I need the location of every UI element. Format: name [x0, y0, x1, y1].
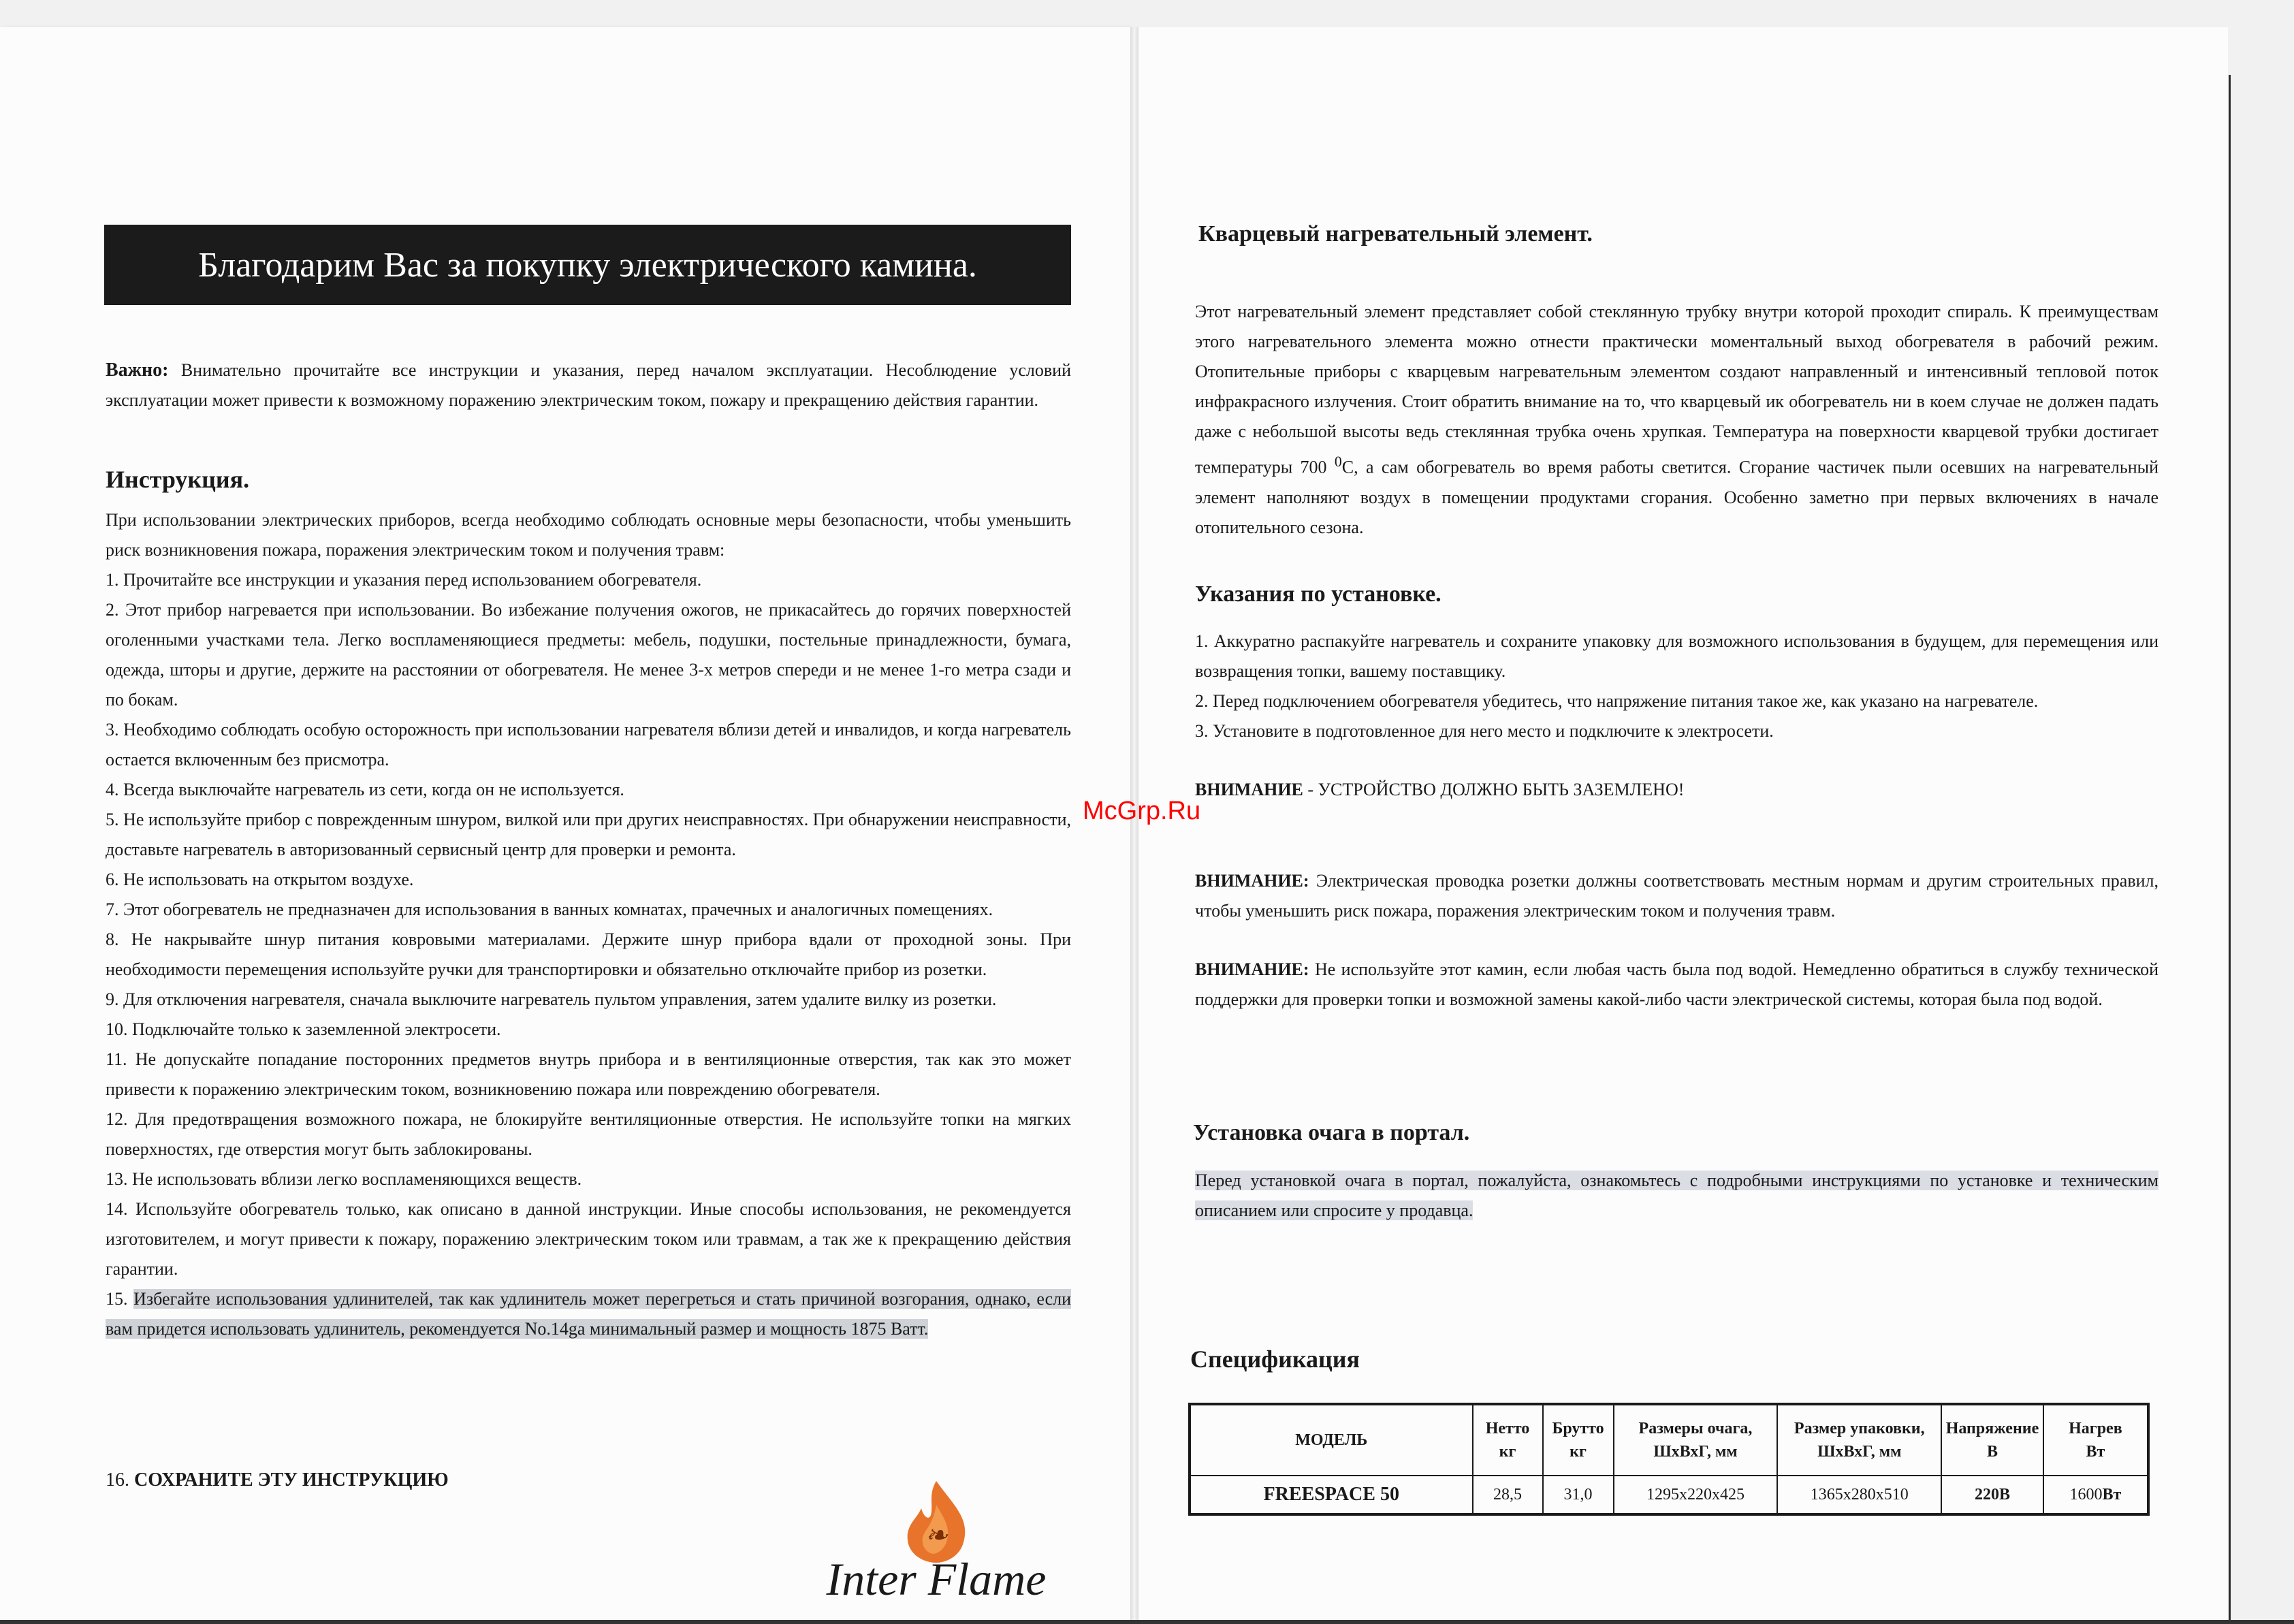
- col-model: МОДЕЛЬ: [1190, 1404, 1473, 1476]
- list-item: 9. Для отключения нагревателя, сначала выключите нагреватель пультом управления, затем удалите вилку из розетки.: [106, 989, 997, 1009]
- quartz-text: Этот нагревательный элемент представляет собой стеклянную трубку внутри которой проходит спираль. К преимуществам этого нагревательного элемента можно отнести практически моментальный выход обогревателя в рабочий режим. Отопительные приборы с кварцевым нагревательным элементом создают направленный и интенсивный тепловой поток инфракрасного излучения. Стоит обратить внимание на то, что кварцевый ик обогреватель ни в коем случае не должен падать даже с небольшой высоты ведь стеклянная трубка очень хрупкая.: [1195, 302, 2158, 441]
- cell-model: FREESPACE 50: [1190, 1476, 1473, 1514]
- install-heading: Указания по установке.: [1195, 582, 1441, 607]
- cell-heat: [2043, 1476, 2148, 1514]
- right-page: [1138, 27, 2228, 1624]
- quartz-temp-degree: 0: [1334, 453, 1342, 470]
- list-item: 8. Не накрывайте шнур питания ковровыми материалами. Держите шнур прибора вдали от проходной зоны. При необходимости перемещения используйте ручки для транспортировки и обязательно отключайте прибор из розетки.: [106, 929, 1071, 979]
- quartz-temp-post: С, а сам обогреватель во время работы светится. Сгорание частичек пыли осевших на нагревательный элемент наполняют воздух в помещении продуктами сгорания. Особенно заметно при первых включениях в начале отопительного сезона.: [1195, 457, 2158, 537]
- list-item: 2. Перед подключением обогревателя убедитесь, что напряжение питания такое же, как указано на нагревателе.: [1195, 691, 2039, 711]
- watermark: McGrp.Ru: [1083, 797, 1201, 825]
- warning-text: - УСТРОЙСТВО ДОЛЖНО БЫТЬ ЗАЗЕМЛЕНО!: [1307, 780, 1685, 799]
- portal-description: [1195, 1166, 2158, 1226]
- heat-value: 1600: [2069, 1485, 2103, 1503]
- list-item: 10. Подключайте только к заземленной электросети.: [106, 1019, 501, 1039]
- spec-heading: Спецификация: [1190, 1346, 1360, 1373]
- warning-ground: [1195, 775, 2158, 805]
- cell-netto: 28,5: [1473, 1476, 1543, 1514]
- col-heat: Нагрев Вт: [2043, 1404, 2148, 1476]
- save-instruction: [106, 1469, 449, 1491]
- portal-heading: Установка очага в портал.: [1193, 1120, 1470, 1145]
- list-item: 3. Необходимо соблюдать особую осторожность при использовании нагревателя вблизи детей и инвалидов, и когда нагреватель остается включенным без присмотра.: [106, 720, 1071, 769]
- logo-text: Inter Flame: [826, 1553, 1047, 1605]
- col-brutto: Брутто кг: [1543, 1404, 1614, 1476]
- list-item: 5. Не используйте прибор с поврежденным шнуром, вилкой или при других неисправностях. При обнаружении неисправности, доставьте нагреватель в авторизованный сервисный центр для проверки и ремонта.: [106, 810, 1071, 859]
- warning-text: Не используйте этот камин, если любая часть была под водой. Немедленно обратиться в службу технической поддержки для проверки топки и возможной замены какой-либо части электрической системы, которая была под водой.: [1195, 959, 2159, 1009]
- heat-unit: Вт: [2102, 1485, 2122, 1503]
- warning-water: [1195, 955, 2158, 1015]
- rule-15-number: 15.: [106, 1289, 128, 1309]
- page-edge: [2229, 75, 2231, 1624]
- instruction-intro: При использовании электрических приборов, всегда необходимо соблюдать основные меры безопасности, чтобы уменьшить риск возникновения пожара, поражения электрическим током и получения травм:: [106, 510, 1071, 560]
- list-item: 12. Для предотвращения возможного пожара, не блокируйте вентиляционные отверстия. Не используйте топки на мягких поверхностях, где отверстия могут быть заблокированы.: [106, 1109, 1071, 1159]
- inter-flame-logo: [800, 1478, 1072, 1621]
- instruction-list: [106, 565, 1071, 1344]
- list-item: 2. Этот прибор нагревается при использовании. Во избежание получения ожогов, не прикасайтесь до горячих поверхностей оголенными участками тела. Легко воспламеняющиеся предметы: мебель, подушки, постельные принадлежности, бумага, одежда, шторы и другие, держите на расстоянии от обогревателя. Не менее 3-х метров спереди и не менее 1-го метра сзади и по бокам.: [106, 600, 1071, 710]
- instruction-heading: Инструкция.: [106, 466, 250, 493]
- page-title: Благодарим Вас за покупку электрического камина.: [104, 225, 1071, 305]
- list-item: 11. Не допускайте попадание посторонних предметов внутрь прибора и в вентиляционные отверстия, так как это может привести к поражению электрическим током, возникновению пожара или повреждению обогревателя.: [106, 1049, 1071, 1099]
- cell-brutto: 31,0: [1543, 1476, 1614, 1514]
- list-item: 4. Всегда выключайте нагреватель из сети, когда он не используется.: [106, 780, 624, 799]
- rule-15-text: Избегайте использования удлинителей, так как удлинитель может перегреться и стать причиной возгорания, однако, если вам придется использовать удлинитель, рекомендуется No.14ga минимальный размер и мощность 1875 Ватт.: [106, 1289, 1072, 1339]
- col-hearth-size: Размеры очага, ШхВхГ, мм: [1614, 1404, 1778, 1476]
- quartz-heading: Кварцевый нагревательный элемент.: [1198, 221, 1593, 246]
- warning-text: Электрическая проводка розетки должны соответствовать местным нормам и другим строительных правил, чтобы уменьшить риск пожара, поражения электрическим током и получения травм.: [1195, 871, 2159, 921]
- list-item: 1. Прочитайте все инструкции и указания перед использованием обогревателя.: [106, 570, 702, 590]
- col-pack-size: Размер упаковки, ШхВхГ, мм: [1777, 1404, 1941, 1476]
- warning-label: ВНИМАНИЕ: [1195, 780, 1303, 799]
- important-notice: [106, 355, 1071, 415]
- portal-text: Перед установкой очага в портал, пожалуйста, ознакомьтесь с подробными инструкциями по установке и техническим описанием или спросите у продавца.: [1195, 1171, 2158, 1220]
- spec-table: [1188, 1403, 2150, 1516]
- col-netto: Нетто кг: [1473, 1404, 1543, 1476]
- cell-pack-size: 1365x280x510: [1777, 1476, 1941, 1514]
- quartz-temp-pre: Температура на поверхности кварцевой трубки достигает температуры 700: [1195, 421, 2158, 477]
- list-item: 6. Не использовать на открытом воздухе.: [106, 870, 414, 889]
- bottom-edge: [0, 1620, 2294, 1624]
- list-item: 7. Этот обогреватель не предназначен для использования в ванных комнатах, прачечных и аналогичных помещениях.: [106, 899, 993, 919]
- table-header-row: [1190, 1404, 2148, 1476]
- warning-label: ВНИМАНИЕ:: [1195, 959, 1309, 979]
- list-item: 13. Не использовать вблизи легко воспламеняющихся веществ.: [106, 1169, 582, 1189]
- list-item: 1. Аккуратно распакуйте нагреватель и сохраните упаковку для возможного использования в будущем, для перемещения или возвращения топки, вашему поставщику.: [1195, 631, 2158, 681]
- rule-16-number: 16.: [106, 1469, 129, 1491]
- list-item: 14. Используйте обогреватель только, как описано в данной инструкции. Иные способы использования, не рекомендуется изготовителем, и могут привести к пожару, поражению электрическим током или травмам, а так же к прекращению действия гарантии.: [106, 1199, 1071, 1279]
- table-row: [1190, 1476, 2148, 1514]
- rule-16-text: СОХРАНИТЕ ЭТУ ИНСТРУКЦИЮ: [134, 1469, 449, 1491]
- svg-text:❧: ❧: [925, 1520, 948, 1550]
- quartz-description: [1195, 297, 2158, 543]
- list-item-highlighted: [106, 1284, 1071, 1344]
- important-text: Внимательно прочитайте все инструкции и указания, перед началом эксплуатации. Несоблюдение условий эксплуатации может привести к возможному поражению электрическим током, пожару и прекращению действия гарантии.: [106, 360, 1072, 410]
- warning-label: ВНИМАНИЕ:: [1195, 871, 1309, 891]
- list-item: 3. Установите в подготовленное для него место и подключите к электросети.: [1195, 721, 1774, 741]
- install-steps: [1195, 626, 2158, 746]
- cell-voltage: 220В: [1941, 1476, 2043, 1514]
- cell-hearth-size: 1295x220x425: [1614, 1476, 1778, 1514]
- warning-wiring: [1195, 866, 2158, 926]
- col-voltage: Напряжение В: [1941, 1404, 2043, 1476]
- important-label: Важно:: [106, 360, 169, 381]
